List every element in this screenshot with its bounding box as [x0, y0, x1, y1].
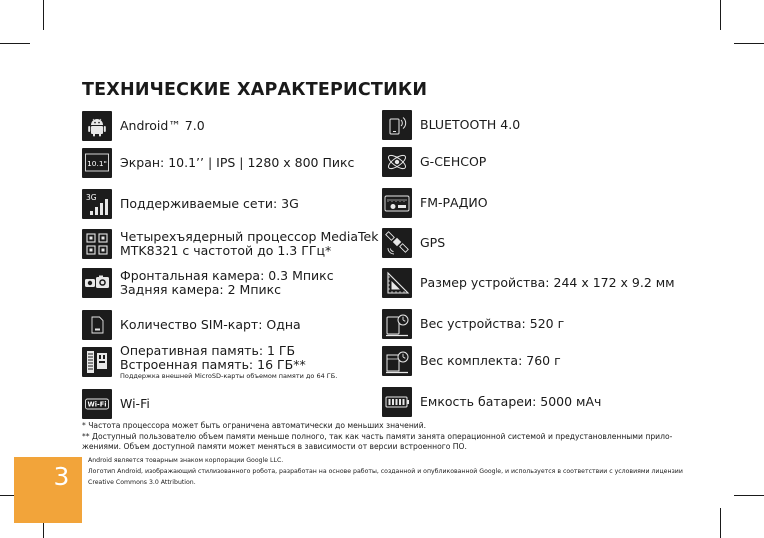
spec-label [120, 389, 150, 419]
spec-label [420, 110, 520, 140]
wifi-icon-text: Wi-Fi [87, 400, 107, 409]
spec-line: Android™ 7.0 [120, 118, 205, 133]
spec-label [120, 310, 301, 340]
spec-label [420, 268, 675, 298]
wifi-icon [82, 389, 112, 419]
spec-line: Поддерживаемые сети: 3G [120, 196, 299, 211]
gps-satellite-icon [382, 228, 412, 258]
legal-line: Логотип Android, изображающий стилизованного робота, разработан на основе работы, созданной и опубликованной Google, и используется в соответствии с условиями лицензии [88, 467, 683, 475]
legal-line: Creative Commons 3.0 Attribution. [88, 478, 196, 486]
spec-line: Размер устройства: 244 x 172 x 9.2 мм [420, 275, 675, 290]
spec-line: Вес комплекта: 760 г [420, 353, 561, 368]
g-sensor-icon [382, 147, 412, 177]
spec-label [420, 147, 486, 177]
spec-label [420, 387, 601, 417]
spec-line: Четырехъядерный процессор MediaTek [120, 229, 379, 244]
spec-line: G-СЕНСОР [420, 154, 487, 169]
spec-label [120, 229, 378, 259]
microsd-note: Поддержка внешней MicroSD-карты объемом памяти до 64 ГБ. [120, 371, 338, 380]
battery-icon [382, 387, 412, 417]
fm-radio-icon [382, 188, 412, 218]
spec-line: Экран: 10.1’’ | IPS | 1280 x 800 Пикс [120, 155, 355, 170]
spec-label [120, 268, 334, 298]
spec-line: Вес устройства: 520 г [420, 316, 565, 331]
package-weight-icon [382, 346, 412, 376]
spec-label [420, 346, 561, 376]
memory-icon [82, 347, 112, 377]
spec-label [420, 309, 564, 339]
camera-icon [82, 268, 112, 298]
device-weight-icon [382, 309, 412, 339]
crop-mark [734, 495, 764, 496]
quad-core-processor-icon [82, 229, 112, 259]
crop-mark [720, 0, 721, 30]
spec-line: FM-РАДИО [420, 195, 488, 210]
page-title: ТЕХНИЧЕСКИЕ ХАРАКТЕРИСТИКИ [82, 80, 428, 100]
spec-line: Емкость батареи: 5000 мАч [420, 394, 602, 409]
spec-line: Встроенная память: 16 ГБ** [120, 356, 306, 372]
page-number: 3 [53, 462, 70, 491]
device-size-icon [382, 268, 412, 298]
legal-notice [88, 456, 683, 488]
spec-line: Оперативная память: 1 ГБ [120, 342, 296, 358]
legal-line: Android является товарным знаком корпорации Google LLC. [88, 457, 284, 464]
sim-card-icon [82, 310, 112, 340]
footnote-line: * Частота процессора может быть ограничена автоматически до меньших значений. [82, 421, 427, 430]
network-signal-icon [82, 189, 112, 219]
crop-mark [0, 43, 30, 44]
footnotes [82, 421, 672, 453]
screen-size-icon-text: 10.1" [87, 159, 107, 168]
spec-label [120, 148, 354, 178]
crop-mark [43, 0, 44, 30]
crop-mark [734, 43, 764, 44]
spec-label [120, 189, 299, 219]
footnote-line: жениями. Объем доступной памяти может меняться в зависимости от версии встроенного ПО. [82, 442, 467, 452]
spec-line: GPS [420, 235, 446, 250]
spec-label [420, 188, 488, 218]
spec-label [420, 228, 445, 258]
network-signal-icon-text: 3G [86, 193, 97, 202]
spec-line: Задняя камера: 2 Мпикс [120, 282, 282, 297]
spec-line: Фронтальная камера: 0.3 Мпикс [120, 268, 334, 283]
spec-label [120, 342, 338, 380]
spec-line: MTK8321 с частотой до 1.3 ГГц* [120, 243, 332, 258]
spec-line: Количество SIM-карт: Одна [120, 317, 301, 332]
screen-size-icon [82, 148, 112, 178]
bluetooth-phone-icon [382, 110, 412, 140]
page-number-tab [14, 457, 82, 523]
android-icon [82, 111, 112, 141]
crop-mark [720, 508, 721, 538]
spec-label [120, 111, 205, 141]
footnote-line: ** Доступный пользователю объем памяти меньше полного, так как часть памяти занята операционной системой и предустановленными прило- [82, 431, 673, 441]
spec-line: Wi-Fi [120, 396, 150, 411]
spec-line: BLUETOOTH 4.0 [420, 117, 521, 132]
